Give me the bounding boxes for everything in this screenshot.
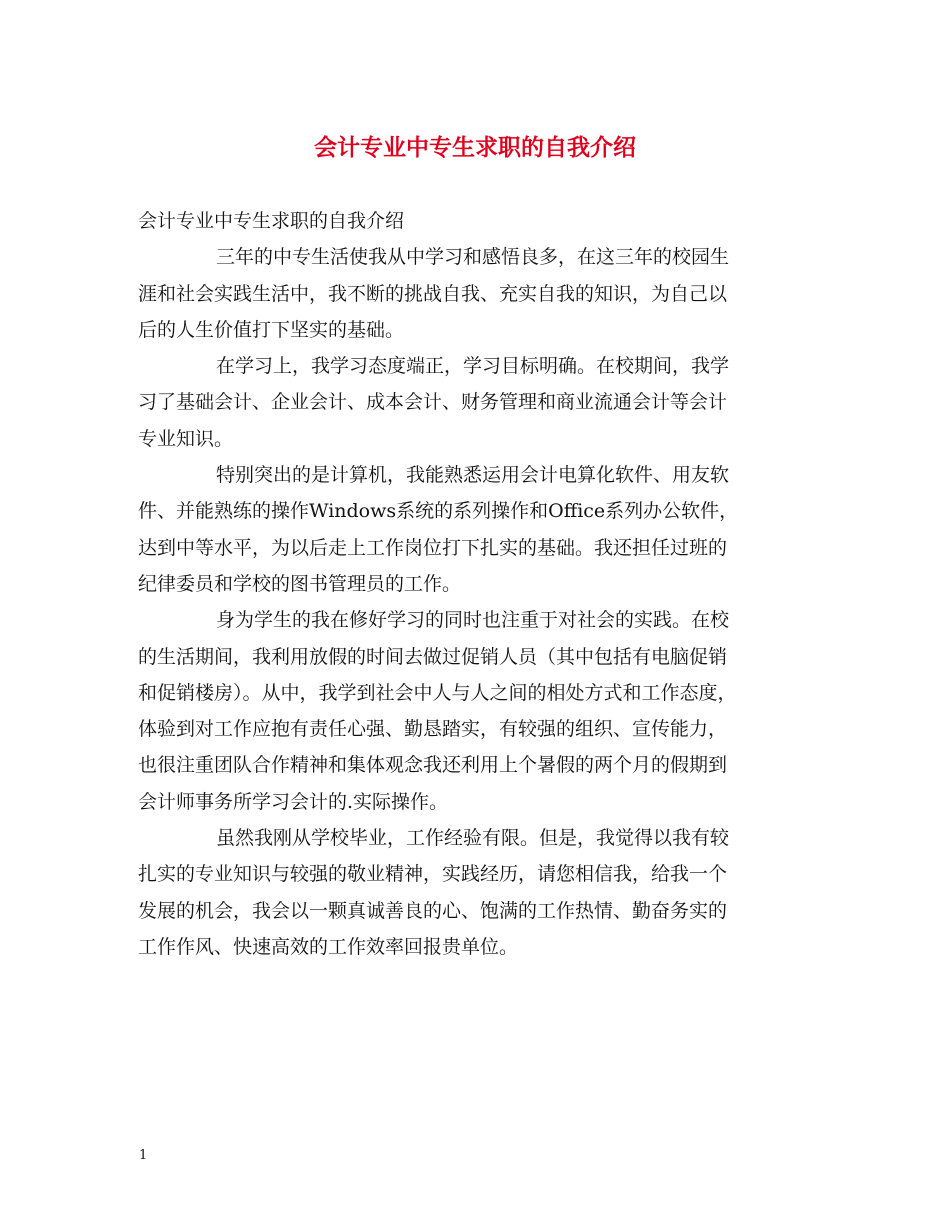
text-line: 件、并能熟练的操作Windows系统的系列操作和Office系列办公软件， [138,500,739,523]
text-line: 也很注重团队合作精神和集体观念我还利用上个暑假的两个月的假期到 [138,754,728,777]
text-line: 特别突出的是计算机，我能熟悉运用会计电算化软件、用友软 [216,464,730,487]
text-line: 虽然我刚从学校毕业，工作经验有限。但是，我觉得以我有较 [216,827,730,850]
document-title: 会计专业中专生求职的自我介绍 [314,135,636,161]
text-line: 专业知识。 [138,427,234,450]
text-line: 涯和社会实践生活中，我不断的挑战自我、充实自我的知识，为自己以 [138,282,728,305]
text-line: 的生活期间，我利用放假的时间去做过促销人员（其中包括有电脑促销 [138,645,728,668]
text-line: 和促销楼房）。从中，我学到社会中人与人之间的相处方式和工作态度， [138,681,737,704]
text-line: 三年的中专生活使我从中学习和感悟良多，在这三年的校园生 [216,246,730,269]
text-line: 工作作风、快速高效的工作效率回报贵单位。 [138,935,519,958]
text-line: 后的人生价值打下坚实的基础。 [138,318,405,341]
text-line: 达到中等水平，为以后走上工作岗位打下扎实的基础。我还担任过班的 [138,536,728,559]
text-line: 扎实的专业知识与较强的敬业精神，实践经历，请您相信我，给我一个 [138,863,728,886]
text-line: 在学习上，我学习态度端正，学习目标明确。在校期间，我学 [216,355,730,378]
text-line: 纪律委员和学校的图书管理员的工作。 [138,572,462,595]
document-body [138,203,814,965]
text-line: 习了基础会计、企业会计、成本会计、财务管理和商业流通会计等会计 [138,391,728,414]
text-line: 会计师事务所学习会计的.实际操作。 [138,790,449,813]
page-number: 1 [139,1148,148,1163]
text-line: 身为学生的我在修好学习的同时也注重于对社会的实践。在校 [216,609,730,632]
text-line: 发展的机会，我会以一颗真诚善良的心、饱满的工作热情、勤奋务实的 [138,899,728,922]
text-line: 体验到对工作应抱有责任心强、勤恳踏实，有较强的组织、宣传能力， [138,718,728,741]
text-line: 会计专业中专生求职的自我介绍 [138,210,405,232]
